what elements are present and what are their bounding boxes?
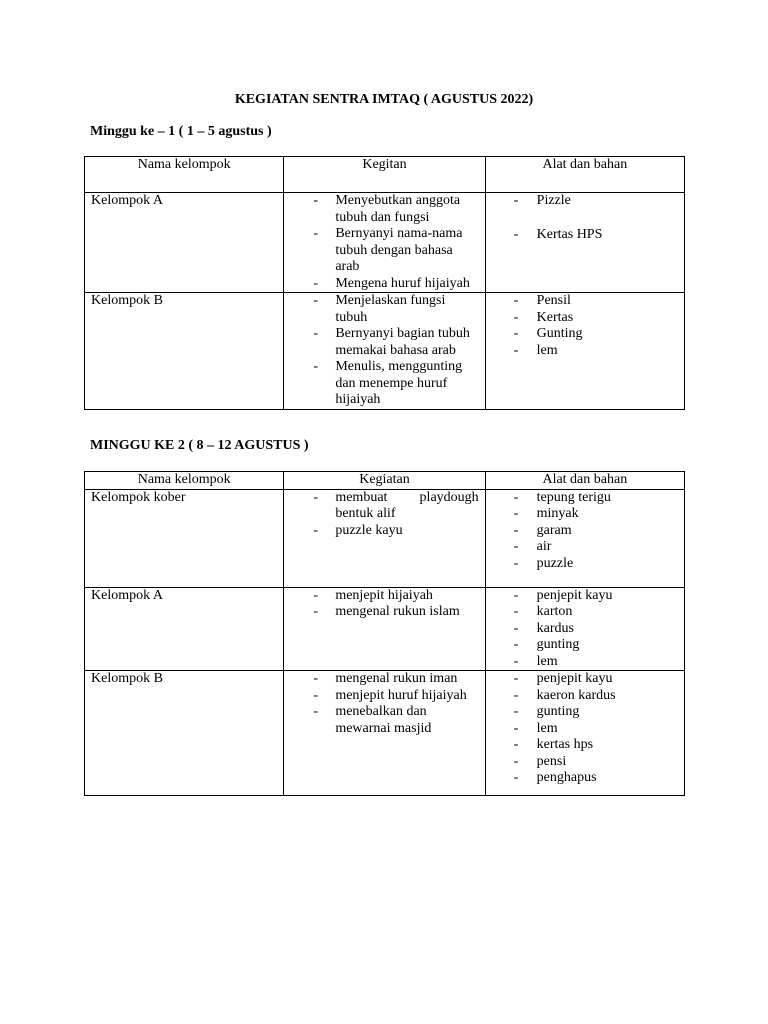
table-row bbox=[85, 671, 685, 796]
list-item: - kaeron kardus bbox=[486, 688, 684, 705]
list-item: - Bernyanyi nama-nama tubuh dengan bahasa arab bbox=[284, 226, 484, 276]
list-item: - Pizzle bbox=[486, 193, 684, 210]
list-item: - menjepit huruf hijaiyah bbox=[284, 688, 484, 705]
list-item: - puzzle kayu bbox=[284, 523, 484, 540]
table-row bbox=[85, 489, 685, 587]
list-item: - penjepit kayu bbox=[486, 588, 684, 605]
group-cell: Kelompok kober bbox=[85, 489, 284, 587]
list-item: - Gunting bbox=[486, 326, 684, 343]
header-label: Alat dan bahan bbox=[542, 157, 628, 172]
list-item: - pensi bbox=[486, 754, 684, 771]
header-materials bbox=[485, 157, 684, 193]
list-item: - Menjelaskan fungsi tubuh bbox=[284, 293, 484, 326]
group-cell: Kelompok A bbox=[85, 193, 284, 293]
header-group bbox=[85, 157, 284, 193]
table-row bbox=[85, 587, 685, 671]
header-group: Nama kelompok bbox=[85, 472, 284, 490]
list-item: - mengenal rukun islam bbox=[284, 604, 484, 621]
group-cell: Kelompok B bbox=[85, 293, 284, 410]
list-item: - tepung terigu bbox=[486, 490, 684, 507]
list-item: - gunting bbox=[486, 704, 684, 721]
week2-table bbox=[84, 471, 685, 796]
group-cell: Kelompok B bbox=[85, 671, 284, 796]
table-header-row bbox=[85, 157, 685, 193]
group-cell: Kelompok A bbox=[85, 587, 284, 671]
header-activity bbox=[284, 157, 485, 193]
list-item: - garam bbox=[486, 523, 684, 540]
list-item: - karton bbox=[486, 604, 684, 621]
list-item: - lem bbox=[486, 343, 684, 360]
activities-cell bbox=[284, 587, 485, 671]
week1-heading: Minggu ke – 1 ( 1 – 5 agustus ) bbox=[90, 124, 272, 139]
list-item: - menebalkan dan mewarnai masjid bbox=[284, 704, 484, 737]
list-item: - Mengena huruf hijaiyah bbox=[284, 276, 484, 293]
header-label: Nama kelompok bbox=[137, 157, 231, 172]
list-item: - Menulis, menggunting dan menempe huruf hijaiyah bbox=[284, 359, 484, 409]
table-header-row bbox=[85, 472, 685, 490]
list-item: - air bbox=[486, 539, 684, 556]
list-item: - Pensil bbox=[486, 293, 684, 310]
materials-cell bbox=[485, 587, 684, 671]
list-item: - penghapus bbox=[486, 770, 684, 787]
materials-cell bbox=[485, 671, 684, 796]
list-item: - penjepit kayu bbox=[486, 671, 684, 688]
list-item: - kertas hps bbox=[486, 737, 684, 754]
week1-table bbox=[84, 156, 685, 410]
materials-cell bbox=[485, 193, 684, 293]
materials-cell bbox=[485, 489, 684, 587]
list-item: - menjepit hijaiyah bbox=[284, 588, 484, 605]
table-row bbox=[85, 193, 685, 293]
list-item: - lem bbox=[486, 654, 684, 671]
list-item: - Kertas bbox=[486, 310, 684, 327]
list-item: - puzzle bbox=[486, 556, 684, 573]
list-item: - mengenal rukun iman bbox=[284, 671, 484, 688]
list-item: - membuat playdough bentuk alif bbox=[284, 490, 484, 523]
list-item: - gunting bbox=[486, 637, 684, 654]
list-item: - minyak bbox=[486, 506, 684, 523]
week2-heading: MINGGU KE 2 ( 8 – 12 AGUSTUS ) bbox=[90, 438, 309, 453]
header-activity: Kegiatan bbox=[284, 472, 485, 490]
activities-cell bbox=[284, 293, 485, 410]
list-item: - lem bbox=[486, 721, 684, 738]
activities-cell bbox=[284, 193, 485, 293]
list-item: - Menyebutkan anggota tubuh dan fungsi bbox=[284, 193, 484, 226]
table-row bbox=[85, 293, 685, 410]
header-label: Kegitan bbox=[362, 157, 407, 172]
activities-cell bbox=[284, 489, 485, 587]
document-title: KEGIATAN SENTRA IMTAQ ( AGUSTUS 2022) bbox=[234, 92, 534, 107]
list-item: - kardus bbox=[486, 621, 684, 638]
list-item: - Kertas HPS bbox=[486, 227, 684, 244]
header-materials: Alat dan bahan bbox=[485, 472, 684, 490]
materials-cell bbox=[485, 293, 684, 410]
activities-cell bbox=[284, 671, 485, 796]
list-item: - Bernyanyi bagian tubuh memakai bahasa arab bbox=[284, 326, 484, 359]
